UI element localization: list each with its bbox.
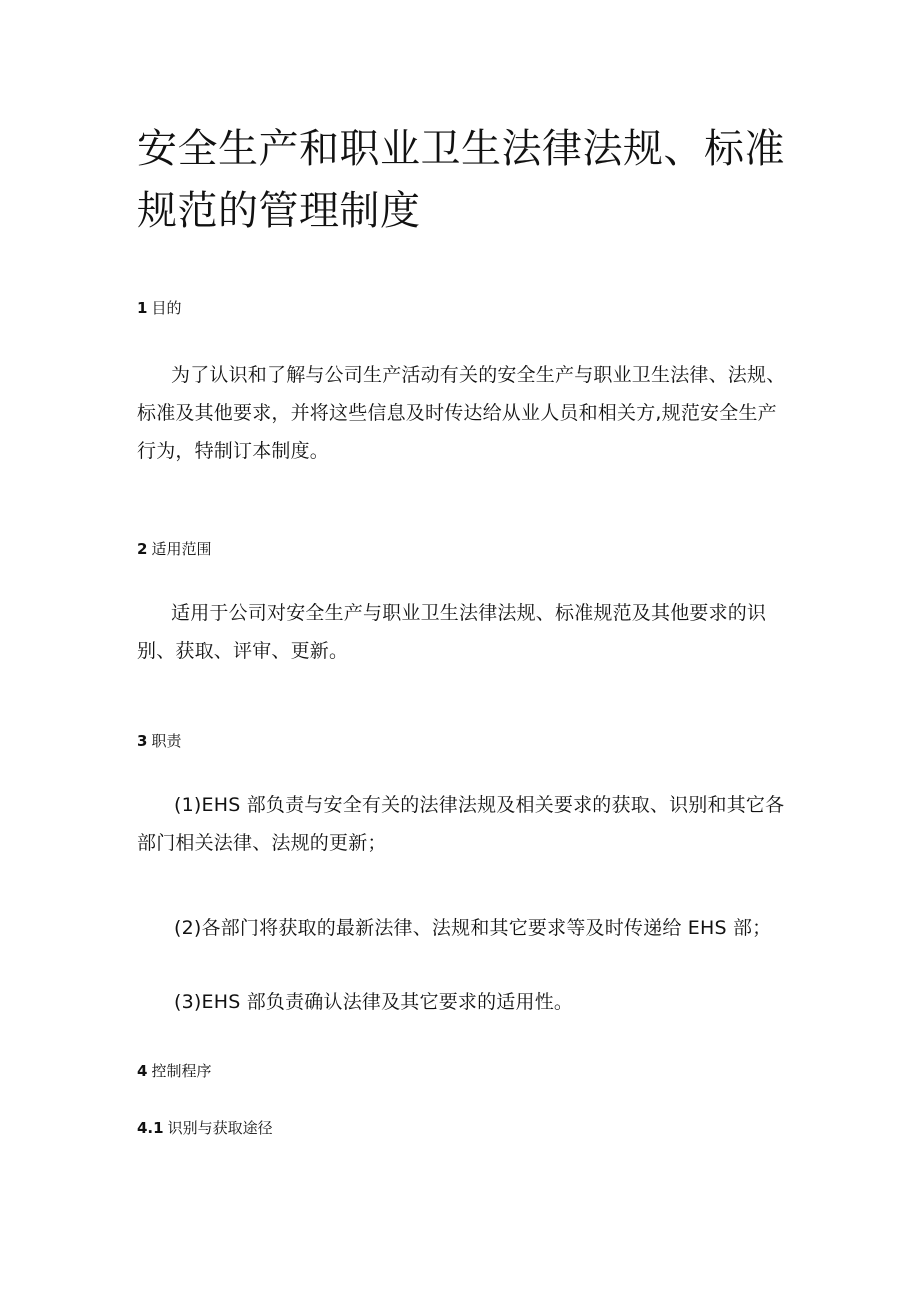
section-heading-identification xyxy=(137,1118,273,1138)
section-heading-responsibilities xyxy=(137,731,181,751)
responsibility-item-1: (1)EHS 部负责与安全有关的法律法规及相关要求的获取、识别和其它各部门相关法律、法规的更新； xyxy=(137,794,785,854)
section-number: 1 xyxy=(137,299,148,317)
section-number: 4 xyxy=(137,1062,148,1080)
responsibility-item-2: (2)各部门将获取的最新法律、法规和其它要求等及时传递给 EHS 部； xyxy=(174,917,772,939)
scope-paragraph: 适用于公司对安全生产与职业卫生法律法规、标准规范及其他要求的识别、获取、评审、更新。 xyxy=(137,602,767,662)
section-title: 职责 xyxy=(151,732,182,750)
section-title: 控制程序 xyxy=(151,1062,212,1080)
section-title: 识别与获取途径 xyxy=(167,1119,273,1137)
section-heading-scope xyxy=(137,539,211,559)
responsibility-item-3: (3)EHS 部负责确认法律及其它要求的适用性。 xyxy=(174,991,574,1013)
section-title: 目的 xyxy=(151,299,182,317)
section-number: 3 xyxy=(137,732,148,750)
document-title: 安全生产和职业卫生法律法规、标准规范的管理制度 xyxy=(137,126,785,234)
section-heading-purpose xyxy=(137,298,181,318)
section-number: 4.1 xyxy=(137,1119,164,1137)
section-title: 适用范围 xyxy=(151,540,212,558)
section-number: 2 xyxy=(137,540,148,558)
section-heading-control-procedure xyxy=(137,1061,211,1081)
purpose-paragraph: 为了认识和了解与公司生产活动有关的安全生产与职业卫生法律、法规、标准及其他要求，并将这些信息及时传达给从业人员和相关方,规范安全生产行为，特制订本制度。 xyxy=(137,364,786,462)
